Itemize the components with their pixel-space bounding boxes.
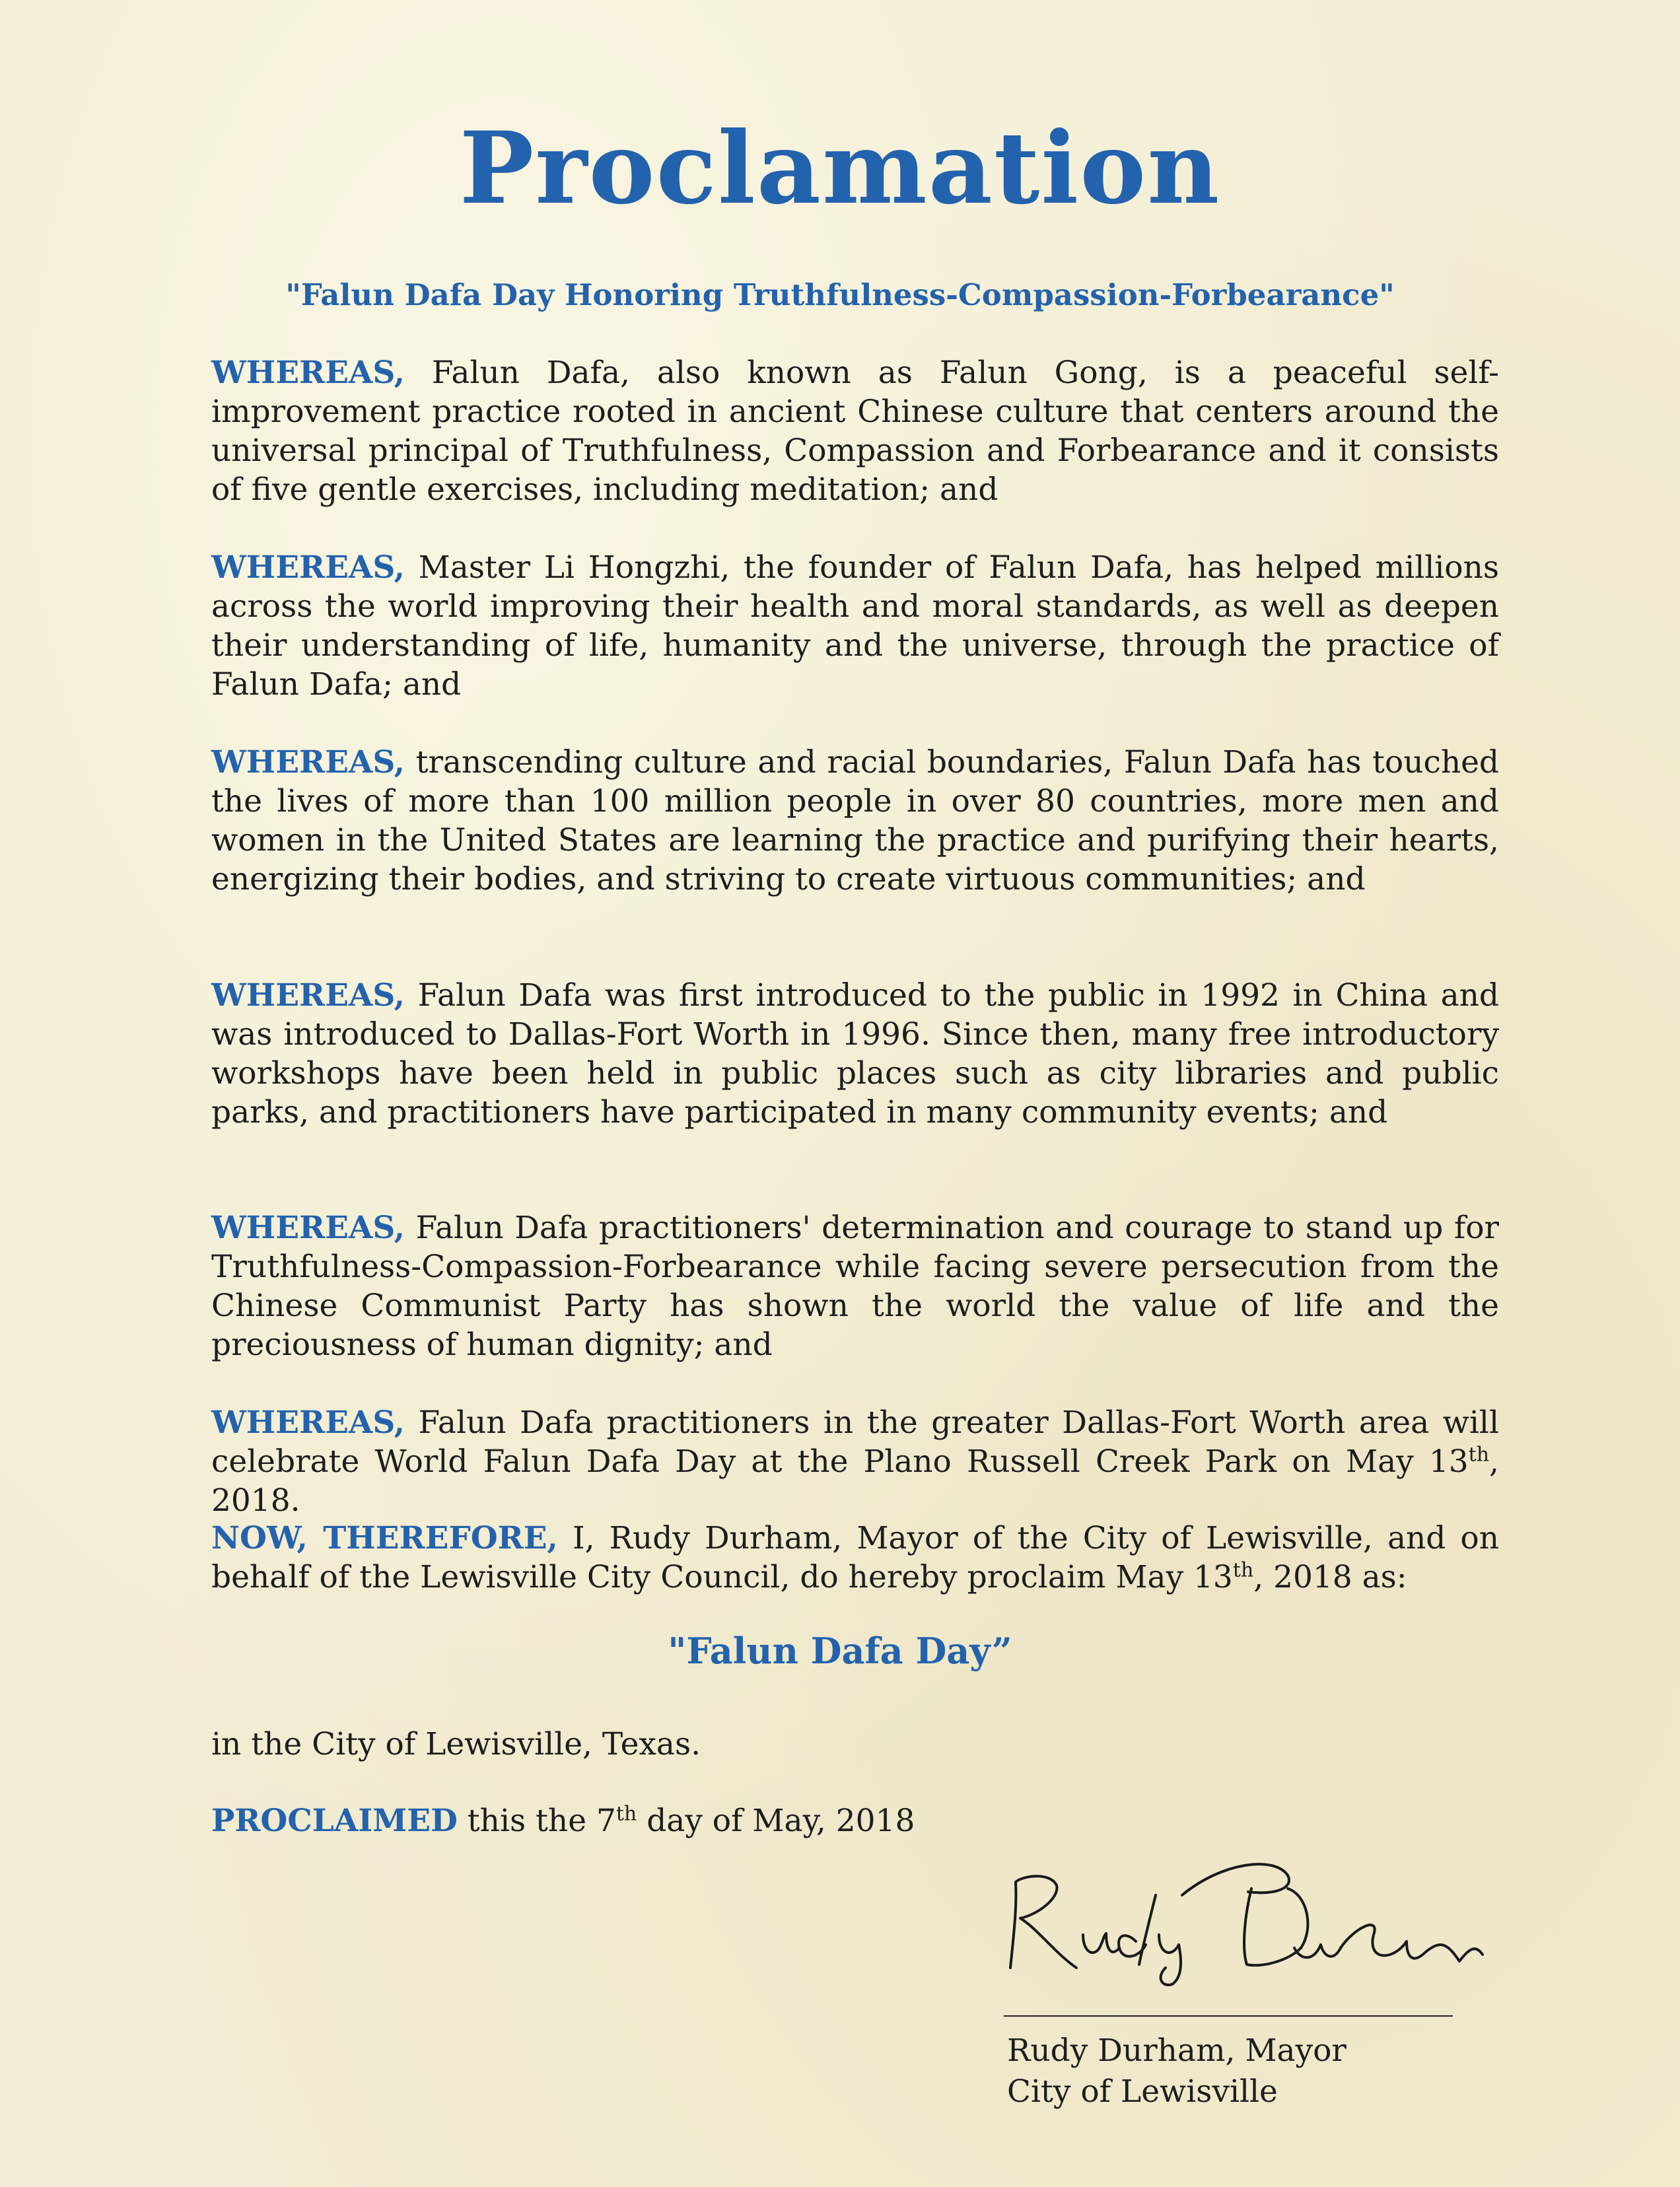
location-line: in the City of Lewisville, Texas. — [211, 1726, 701, 1762]
signatory-organization: City of Lewisville — [1007, 2073, 1278, 2110]
clause-keyword: WHEREAS, — [211, 1405, 405, 1441]
whereas-clause-1 — [211, 353, 1499, 509]
proclaimed-day-name: "Falun Dafa Day” — [668, 1630, 1012, 1672]
page-title: Proclamation — [459, 110, 1221, 226]
proclaimed-line — [211, 1801, 915, 1840]
proclaimed-text-end: day of May, 2018 — [637, 1803, 915, 1839]
ordinal-suffix: th — [615, 1802, 637, 1826]
handwritten-signature — [984, 1836, 1486, 1988]
clause-text: Master Li Hongzhi, the founder of Falun Dafa, has helped millions across the world improving their health and moral standards, as well as deepen their understanding of life, humanity and the universe, through the practice of Falun Dafa; and — [211, 549, 1499, 703]
ordinal-suffix: th — [1468, 1443, 1490, 1467]
clause-keyword: WHEREAS, — [211, 744, 405, 781]
ordinal-suffix: th — [1232, 1558, 1254, 1582]
signatory-name: Rudy Durham, Mayor — [1007, 2032, 1347, 2069]
clause-keyword: WHEREAS, — [211, 977, 405, 1014]
proclaimed-keyword: PROCLAIMED — [211, 1803, 458, 1839]
clause-text: transcending culture and racial boundaries, Falun Dafa has touched the lives of more than 100 million people in over 80 countries, more men and women in the United States are learning the practice and purifying their hearts, energizing their bodies, and striving to create virtuous communities; and — [211, 744, 1499, 897]
page-subtitle: "Falun Dafa Day Honoring Truthfulness-Compassion-Forbearance" — [285, 277, 1395, 312]
clause-text: Falun Dafa practitioners in the greater Dallas-Fort Worth area will celebrate World Falun Dafa Day at the Plano Russell Creek Park on May 13 — [211, 1405, 1499, 1480]
clause-keyword: NOW, THEREFORE, — [211, 1520, 558, 1556]
proclaimed-text: this the 7 — [457, 1803, 616, 1839]
clause-text: Falun Dafa, also known as Falun Gong, is a peaceful self-improvement practice rooted in ancient Chinese culture that centers around the universal principal of Truthfulness, Compassion and Forbearance and it consists of five gentle exercises, including meditation; and — [211, 355, 1499, 508]
signature-line — [1004, 2015, 1453, 2017]
whereas-clause-6 — [211, 1403, 1499, 1520]
clause-text: Falun Dafa practitioners' determination and courage to stand up for Truthfulness-Compassion-Forbearance while facing severe persecution from the Chinese Communist Party has shown the world the value of life and the preciousness of human dignity; and — [211, 1210, 1499, 1363]
clause-keyword: WHEREAS, — [211, 355, 405, 391]
signatory-block — [1007, 2031, 1347, 2112]
clause-text: Falun Dafa was first introduced to the public in 1992 in China and was introduced to Dallas-Fort Worth in 1996. Since then, many free introductory workshops have been held in public places such as city libraries and public parks, and practitioners have participated in many community events; and — [211, 977, 1499, 1130]
whereas-clause-3 — [211, 743, 1499, 899]
clause-keyword: WHEREAS, — [211, 1210, 405, 1246]
clause-text-end: , 2018. — [211, 1443, 1499, 1519]
whereas-clause-4 — [211, 976, 1499, 1132]
whereas-clause-2 — [211, 548, 1499, 704]
clause-text: I, Rudy Durham, Mayor of the City of Lewisville, and on behalf of the Lewisville City Council, do hereby proclaim May 13 — [211, 1520, 1500, 1595]
clause-keyword: WHEREAS, — [211, 549, 405, 586]
whereas-clause-5 — [211, 1208, 1499, 1364]
clause-text-end: , 2018 as: — [1253, 1559, 1407, 1595]
resolution-clause — [211, 1519, 1499, 1597]
